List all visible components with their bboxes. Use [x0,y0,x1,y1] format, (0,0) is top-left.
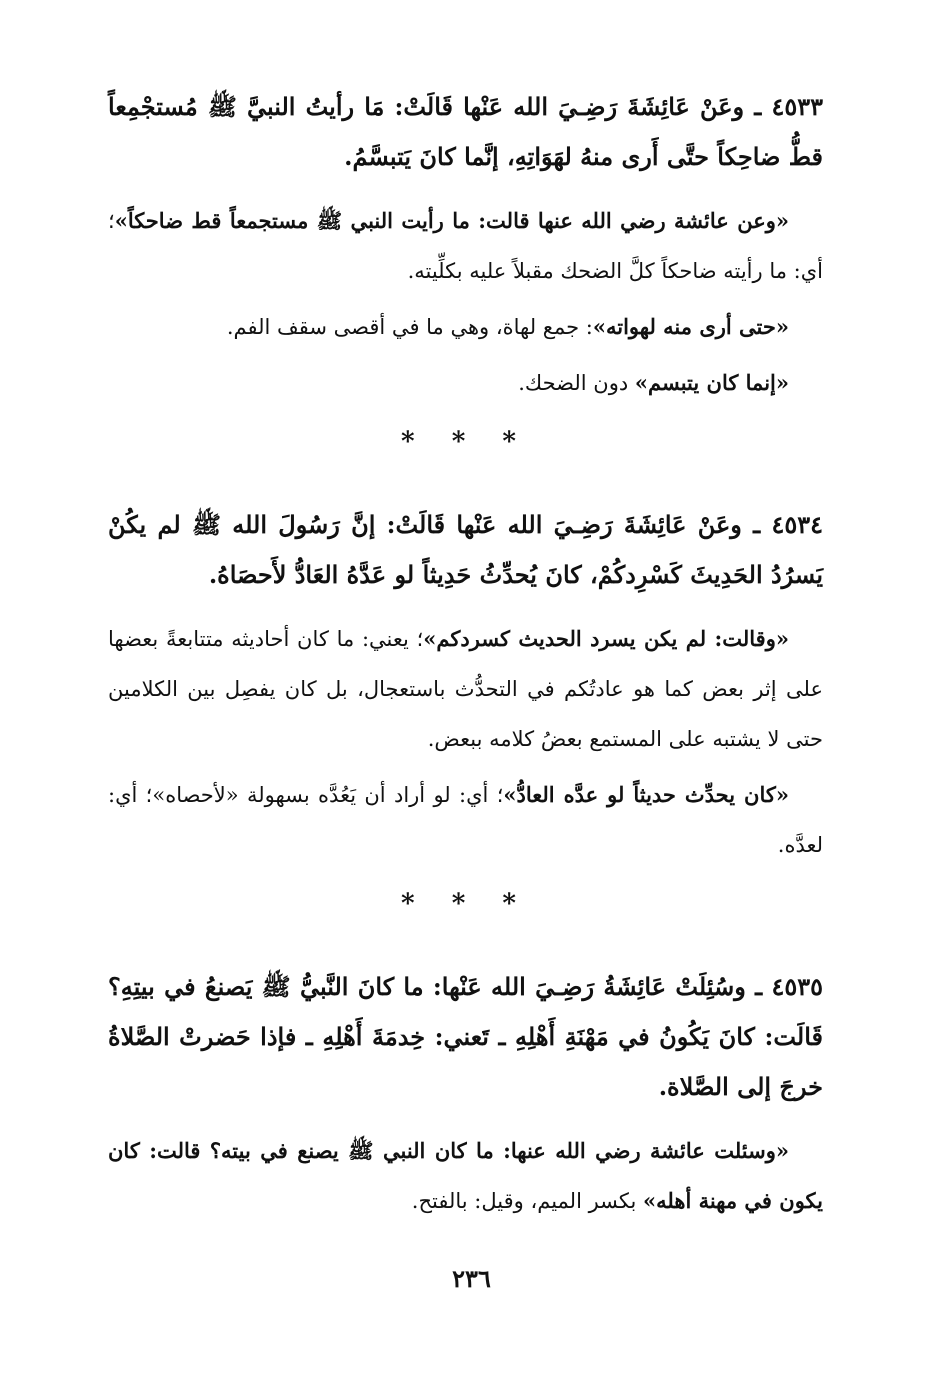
quoted-phrase: «إنما كان يتبسم» [634,370,789,395]
explanation-text: : جمع لهاة، وهي ما في أقصى سقف الفم. [226,315,593,339]
quoted-phrase: «وقالت: لم يكن يسرد الحديث كسردكم» [423,626,789,651]
explanation-text: ؛ أي: لو أراد أن يَعُدَّه بسهولة «لأحصاه»؛ أي: لعدَّه. [108,783,823,857]
page-number: ٢٣٦ [452,1264,491,1293]
hadith-4534: ٤٥٣٤ ـ وعَنْ عَائِشَةَ رَضِـيَ الله عَنْها قَالَتْ: إنَّ رَسُولَ الله ﷺ لم يكُنْ يَسرُدُ الحَدِيثَ كَسْرِدكُمْ، كانَ يُحدِّثُ حَدِيثاً لو عَدَّهُ العَادُّ لأَحصَاهُ. [108,510,823,589]
commentary-paragraph [108,1126,823,1226]
quoted-phrase: «وعن عائشة رضي الله عنها قالت: ما رأيت النبي ﷺ مستجمعاً قط ضاحكاً» [114,208,789,233]
page-body [108,82,823,1316]
quoted-phrase: «وسئلت عائشة رضي الله عنها: ما كان النبي ﷺ يصنع في بيته؟ قالت: كان يكون في مهنة أهله» [108,1138,823,1213]
commentary-paragraph [108,770,823,870]
hadith-4533: ٤٥٣٣ ـ وعَنْ عَائِشَةَ رَضِـيَ الله عَنْها قَالَتْ: مَا رأيتُ النبيَّ ﷺ مُستجْمِعاً قطُّ ضاحِكاً حتَّى أَرى منهُ لهَوَاتِهِ، إنَّما كانَ يَتبسَّمُ. [108,92,823,171]
section-separator: * * * [401,427,530,457]
explanation-text: ؛ أي: ما رأيته ضاحكاً كلَّ الضحك مقبلاً عليه بكلِّيته. [108,209,823,283]
commentary-paragraph [108,302,823,352]
explanation-text: دون الضحك. [518,371,635,395]
commentary-paragraph [108,358,823,408]
hadith-4535: ٤٥٣٥ ـ وسُئِلَتْ عَائِشَةُ رَضِـيَ الله عَنْها: ما كانَ النَّبيُّ ﷺ يَصنعُ في بيتِهِ؟ قَالَت: كانَ يَكُونُ في مَهْنَةِ أَهْلِهِ ـ تَعني: خِدمَةَ أَهْلِهِ ـ فإذا حَضرتْ الصَّلاةُ خرجَ إلى الصَّلاة. [108,972,823,1101]
explanation-text: ؛ يعني: ما كان أحاديثه متتابعةً بعضها على إثر بعض كما هو عادتُكم في التحدُّث باستعجال، بل كان يفصِل بين الكلامين حتى لا يشتبه على المستمع بعضُ كلامه ببعض. [108,627,823,751]
section-separator: * * * [401,889,530,919]
quoted-phrase: «حتى أرى منه لهواته» [592,314,789,339]
explanation-text: بكسر الميم، وقيل: بالفتح. [411,1189,644,1213]
quoted-phrase: «كان يحدِّث حديثاً لو عدَّه العادُّ» [503,782,789,807]
commentary-paragraph [108,196,823,296]
commentary-paragraph [108,614,823,764]
